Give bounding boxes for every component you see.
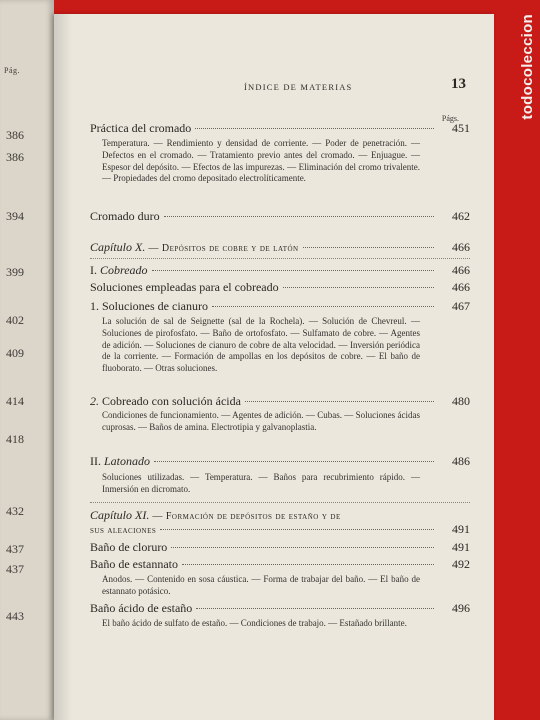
toc-entry	[90, 601, 470, 616]
left-page-edge	[0, 0, 54, 720]
separator	[90, 258, 470, 259]
chapter-label: Capítulo XI.	[90, 508, 150, 522]
entry-page: 466	[452, 280, 470, 294]
chapter-title-line2: sus aleaciones	[90, 525, 157, 536]
left-page-number: 386	[6, 128, 24, 142]
running-head: ÍNDICE DE MATERIAS	[244, 82, 353, 92]
entry-number: 2.	[90, 394, 99, 408]
entry-title: Baño de estannato	[90, 557, 178, 571]
toc-chapter-entry	[90, 240, 470, 255]
toc-entry	[90, 209, 470, 224]
toc-entry	[90, 263, 470, 278]
entry-page: 491	[452, 540, 470, 554]
entry-page: 451	[452, 121, 470, 135]
left-page-header: Pág.	[4, 66, 20, 75]
entry-page: 492	[452, 557, 470, 571]
left-page-number: 399	[6, 265, 24, 279]
left-page-number: 394	[6, 209, 24, 223]
entry-description: Temperatura. — Rendimiento y densidad de corriente. — Poder de penetración. — Defectos en el cromado. — Tratamiento previo antes del cromado. — Enjuague. — Espesor del depósito. — Efectos de las impurezas. — Eliminación del cromo trivalente. — Propiedades del cromo depositado electrolíticamente.	[102, 138, 420, 184]
entry-page: 466	[452, 263, 470, 277]
entry-title: Baño ácido de estaño	[90, 601, 193, 615]
entry-page: 480	[452, 394, 470, 408]
left-page-number: 437	[6, 562, 24, 576]
entry-title: Baño de cloruro	[90, 540, 168, 554]
entry-description: El baño ácido de sulfato de estaño. — Condiciones de trabajo. — Estañado brillante.	[102, 618, 407, 628]
gutter-shadow	[54, 14, 72, 720]
left-page-number: 443	[6, 609, 24, 623]
entry-page: 496	[452, 601, 470, 615]
toc-entry	[90, 540, 470, 555]
left-page-number: 432	[6, 504, 24, 518]
toc-entry	[90, 394, 470, 409]
chapter-title: — Depósitos de cobre y de latón	[148, 243, 299, 254]
toc-entry	[90, 299, 470, 314]
entry-description: Anodos. — Contenido en sosa cáustica. — Forma de trabajar del baño. — El baño de estannato potásico.	[102, 574, 420, 596]
entry-number: II.	[90, 454, 101, 468]
entry-title: Cobreado con solución ácida	[102, 394, 241, 408]
page-number: 13	[451, 76, 466, 92]
left-page-number: 402	[6, 313, 24, 327]
entry-description: La solución de sal de Seignette (sal de la Rochela). — Solución de Chevreul. — Soluciones de pirofosfato. — Baño de ortofosfato. — Sulfamato de cobre. — Agentes de adición. — Soluciones de cianuro de cobre de alta velocidad. — Inversión periódica de la corriente. — Formación de ampollas en los depósitos de cobre. — El baño de fluoborato. — Otras soluciones.	[102, 316, 420, 374]
entry-title: Latonado	[104, 454, 151, 468]
separator	[90, 502, 470, 503]
entry-title: Cobreado	[100, 263, 148, 277]
toc-entry	[90, 280, 470, 295]
left-page-number: 418	[6, 432, 24, 446]
toc-chapter-entry-line2	[90, 522, 470, 537]
entry-number: I.	[90, 263, 97, 277]
entry-page: 462	[452, 209, 470, 223]
left-page-number: 409	[6, 346, 24, 360]
left-page-number: 386	[6, 150, 24, 164]
entry-title: Cromado duro	[90, 209, 160, 223]
watermark-logo: todocoleccion	[519, 14, 536, 120]
entry-page: 491	[452, 522, 470, 536]
entry-title: Soluciones empleadas para el cobreado	[90, 280, 279, 294]
entry-page: 486	[452, 454, 470, 468]
left-page-number: 437	[6, 542, 24, 556]
chapter-title: — Formación de depósitos de estaño y de	[152, 511, 341, 522]
entry-page: 466	[452, 240, 470, 254]
chapter-label: Capítulo X.	[90, 240, 146, 254]
entry-page: 467	[452, 299, 470, 313]
entry-title: Práctica del cromado	[90, 121, 192, 135]
left-page-number: 414	[6, 394, 24, 408]
book-page	[54, 14, 494, 720]
entry-description: Soluciones utilizadas. — Temperatura. — Baños para recubrimiento rápido. — Inmersión en dicromato.	[102, 472, 420, 494]
entry-title: 1. Soluciones de cianuro	[90, 299, 208, 313]
toc-entry	[90, 557, 470, 572]
toc-entry	[90, 454, 470, 469]
pags-label: Págs.	[441, 114, 459, 123]
toc-chapter-entry	[90, 508, 470, 523]
entry-description: Condiciones de funcionamiento. — Agentes de adición. — Cubas. — Soluciones ácidas cuprosas. — Baños de amina. Electrotipia y galvanoplastia.	[102, 410, 420, 432]
toc-entry	[90, 121, 470, 136]
